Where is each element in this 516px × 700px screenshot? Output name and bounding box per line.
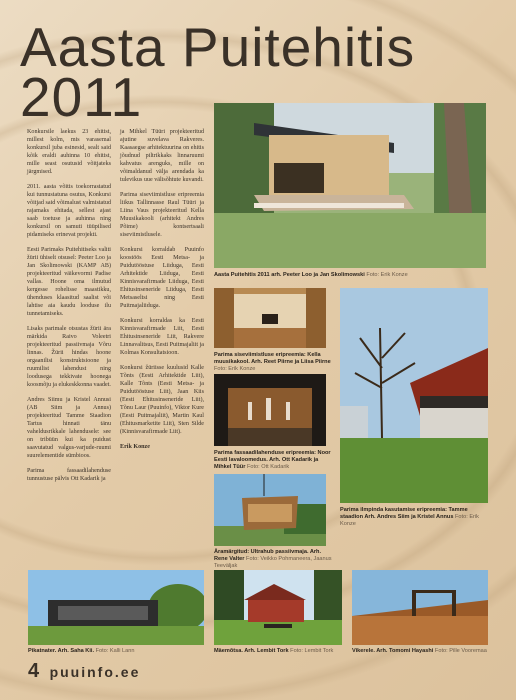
paragraph: Parima fassaadilahenduse tunnustuse pälvis Ott Kadarik ja [27,468,111,482]
page-number: 4 [28,660,40,682]
pikamaja-photo [28,570,204,645]
stadium-photo [340,288,488,503]
ultrahub-caption [214,549,332,570]
article-column-2 [120,128,204,458]
title-line-2: 2011 [20,66,143,128]
page-footer [28,660,140,683]
caption-title: Parima fassaadilahenduse eripreemia: Noor Eesti lavaloomedus. Arh. Ott Kadarik ja Mihkel Tüür [214,450,331,470]
caption-credit: Foto: Veikko Pohmaneera, Jaanus Teeväljak [214,556,332,569]
article-column-1 [27,128,111,490]
music-school-caption [214,352,332,373]
paragraph: Andres Siimu ja Kristel Annusi (AB Siim ja Annus) projekteeritud Tamme Staadion Tartus hinnati tänu vaheldusrikkale lahendusele: see on tribüün kui ka puidust saavutatud valgus-varjude-ruumi suurelementide sümbioos. [27,397,111,459]
caption-title: Pikatnater. Arh. Saha Kii. [28,648,95,654]
caption-credit: Foto: Pille Vooremaa [434,648,487,654]
sauna-caption [352,648,492,655]
caption-credit: Foto: Erik Konze [366,272,408,278]
paragraph: Konkursi korraldas ka Eesti Kinnisvarafirmade Liit, Eesti Ehitusinseneride Liit, Rakvere Linnavalitsus, Eesti Puitmajaliit ja Kolmas Konsultatsioon. [120,318,204,356]
site-link[interactable]: puuinfo.ee [49,664,141,680]
paragraph: Parima siseviimistluse eripreemia liikus Tallinnasse Raul Tüüri ja Liina Vaus projekteeritud Kella Muusikakooli (arhitekt Andres Põime) kontsertsaali siseviimistlusele. [120,192,204,238]
main-photo [214,103,486,268]
caption-credit: Foto: Lembit Tork [290,648,334,654]
caption-title: Parima siseviimistluse eripreemia: Kella muusikakool. Arh. Reet Piirne ja Liisa Piirne [214,352,331,365]
paragraph: Eesti Parimaks Puitehitiseks valiti žürii ühiselt otsusel: Peeter Loo ja Jan Skolimowski (KAMP AB) projekteeritud väikevormi Padise vallas. Hoone oma ilmutud kergesse rohelisse maastikku, ühenduses klaasitud saalist või lahtise aia kaudu looduse ilu tunnetamiseks. [27,247,111,317]
paragraph: Konkursi korraldab Puuinfo koostöös Eesti Metsa- ja Puidutööstuse Liiduga, Eesti Arhitektide Liiduga, Eesti Kinnisvarafirmade Liiduga, Eesti Ehitusinseneride Liiduga, Eesti Metsaseltsi ning Eesti Puitmajaliiduga. [120,247,204,309]
paragraph: Lisaks parimale otsustas žürii ära märkida Raivo Voleetri projekteeritud passiivmaja Võru linnas. Žürii hindas hoone orgaanilisi konstruktsioone ja ruumilist lahendust ning loodusega tekkivate hoonega koosmõju ja elukeskkonna vaadet. [27,326,111,388]
paragraph: Konkursile laekus 23 ehitist, millest kolm, mis varasemal konkursil juba esinesid, sealt said kõik eraldi auhinna 10 ehitist, mille seast osutusid võitjateks järgmised. [27,129,111,175]
rakvere-stage-photo [214,374,326,446]
caption-credit: Foto: Erik Konze [214,366,256,372]
caption-title: Äramärgitud: Ultrahub passiivmaja. Arh. Rene Valter [214,549,322,562]
sauna-photo [352,570,488,645]
paragraph: 2011. aasta võitis toekorrastatud kui tunnustatuna osutus, Konkursi võitjad said võimalust valmistatud rajamaks ehitada, sellest ajast saab toetuse ja auhinna ning konkursil on samuti tüüpilised pidamiseks erinevat projekti. [27,184,111,238]
paragraph: Konkursi žüriisse kuulusid Kalle Tõnts (Eesti Arhitektide Liit), Kalle Tõnts (Eesti Metsa- ja Puidutööstuse Liit), Jaan Kiis (Eesti Ehitusinseneride Liit), Tõnu Laur (Puuinfo), Viktor Kure (Eesti Puitmajaliit), Martin Kaul (Ehitusmarketite Liit), Sten Silde (Kinnisvarafirmade Liit). [120,365,204,435]
main-photo-caption [214,272,489,279]
author-signature: Erik Konze [120,444,150,450]
caption-title: Mäemõtsa. Arh. Lembit Tork [214,648,289,654]
rakvere-stage-caption [214,450,332,471]
music-school-photo [214,288,326,348]
maamaja-caption [214,648,354,655]
caption-title: Aasta Puitehitis 2011 arh. Peeter Loo ja Jan Skolimowski [214,272,365,278]
maamaja-photo [214,570,342,645]
pikamaja-caption [28,648,208,655]
ultrahub-photo [214,474,326,546]
paragraph: ja Mihkel Tüüri projekteeritud ajutine suvelava Rakveres. Kaasaegse arhitektuurina on ehitis jõudnud piltrikkaks linnaruumi kahvatus arenguks, mille on võimaldanud välja arendada ka tulevikus uue välisõhtute kuvandi. [120,129,204,183]
caption-title: Vikerele. Arh. Tomomi Hayashi [352,648,434,654]
caption-title: Parima ilmpinda kasutamise eripreemia: Tamme staadion Arh. Andres Siim ja Kristel Annus [340,507,468,520]
caption-credit: Foto: Kalli Lann [95,648,135,654]
caption-credit: Foto: Erik Konze [340,514,479,527]
caption-credit: Foto: Ott Kadarik [246,464,290,470]
stadium-caption [340,507,490,528]
title-line-1: Aasta Puitehitis [20,16,416,78]
